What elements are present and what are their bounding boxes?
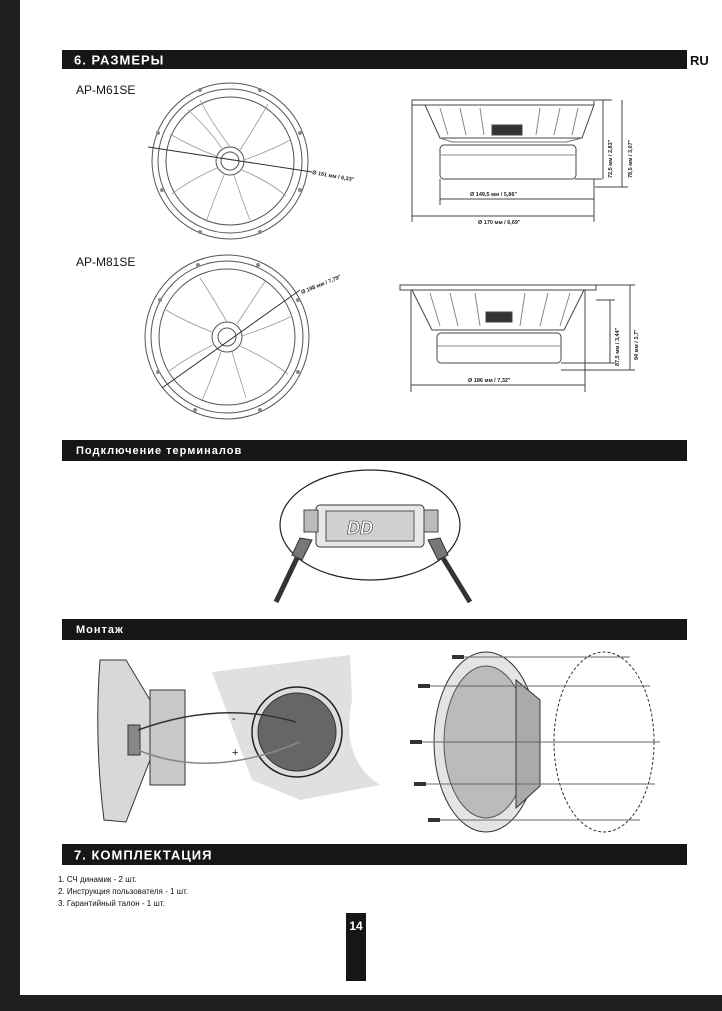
- cutout-text-m81: Ø 198 мм / 7,79": [300, 274, 343, 296]
- language-label: RU: [690, 53, 709, 68]
- list-item: 3. Гарантийный талон - 1 шт.: [58, 899, 165, 908]
- contents-title: 7. КОМПЛЕКТАЦИЯ: [74, 847, 213, 862]
- model-label-m81: AP-M81SE: [76, 255, 136, 269]
- cutout-text-m61: Ø 161 мм / 6,33": [311, 170, 355, 184]
- page-number: 14: [346, 913, 366, 981]
- brand-logo: DD: [347, 518, 373, 538]
- list-item: 1. СЧ динамик - 2 шт.: [58, 875, 137, 884]
- magnet-diameter-m61: Ø 149,5 мм / 5,86": [470, 192, 518, 198]
- outer-diameter-m61: Ø 170 мм / 6,69": [478, 220, 521, 226]
- plus-label: +: [232, 747, 239, 759]
- height2-m81: 94 мм / 3,7": [634, 329, 640, 360]
- mounting-title: Монтаж: [76, 623, 124, 636]
- terminals-title: Подключение терминалов: [76, 444, 243, 457]
- section-title: 6. РАЗМЕРЫ: [74, 52, 165, 67]
- outer-diameter-m81: Ø 186 мм / 7,32": [468, 378, 511, 384]
- list-item: 2. Инструкция пользователя - 1 шт.: [58, 887, 189, 896]
- contents-list: [58, 874, 188, 910]
- model-label-m61: AP-M61SE: [76, 83, 136, 97]
- section-header-contents: [62, 844, 687, 865]
- height1-m61: 72,5 мм / 2,83": [608, 139, 614, 178]
- minus-label: -: [232, 713, 236, 725]
- height2-m61: 78,5 мм / 3,07": [628, 139, 634, 178]
- height1-m81: 87,5 мм / 3,44": [615, 327, 621, 366]
